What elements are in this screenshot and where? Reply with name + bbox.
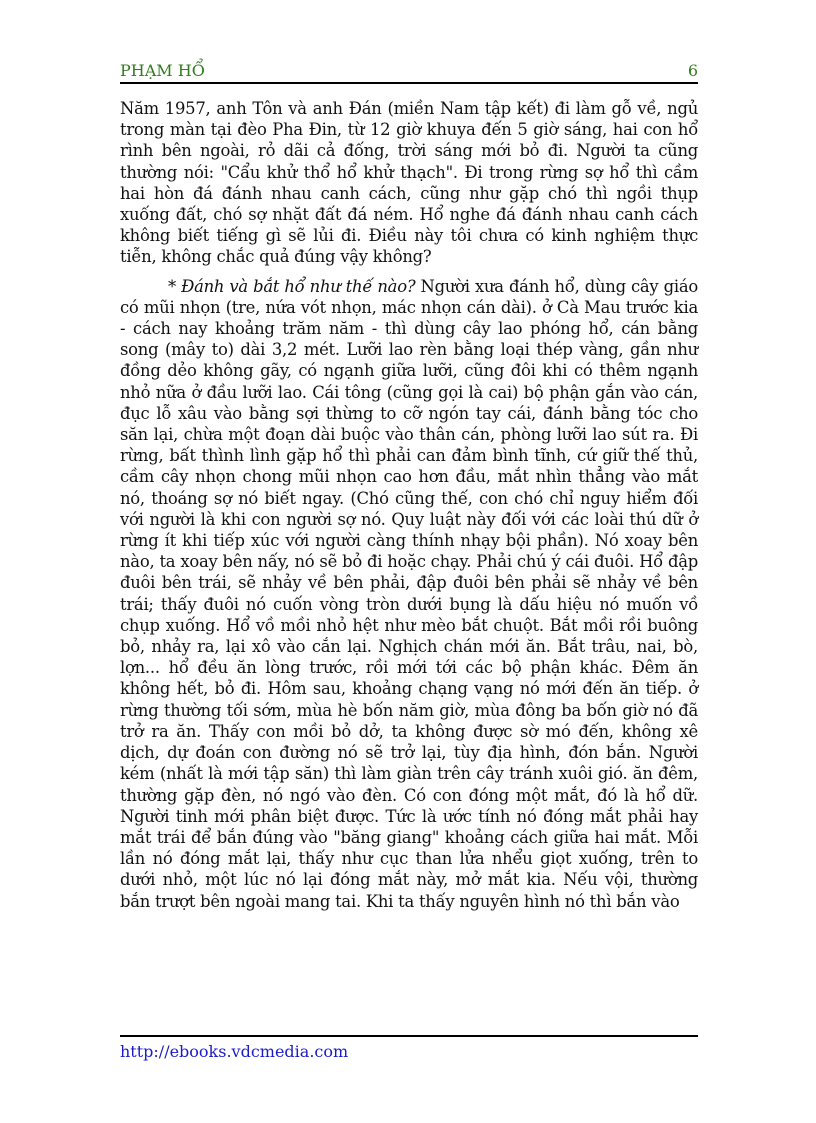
- footer-divider: [120, 1035, 698, 1037]
- paragraph-2: [120, 276, 698, 912]
- body-text: [120, 98, 698, 912]
- section-heading: * Đánh và bắt hổ như thế nào?: [168, 276, 416, 296]
- page-number: 6: [687, 61, 698, 80]
- footer-link[interactable]: http://ebooks.vdcmedia.com: [120, 1042, 349, 1061]
- paragraph-1: Năm 1957, anh Tôn và anh Đán (miền Nam tập kết) đi làm gỗ về, ngủ trong màn tại đèo Pha Đin, từ 12 giờ khuya đến 5 giờ sáng, hai con hổ rình bên ngoài, rỏ dãi cả đống, trời sáng mới bỏ đi. Người ta cũng thường nói: "Cẩu khử thổ hổ khử thạch". Đi trong rừng sợ hổ thì cầm hai hòn đá đánh nhau canh cách, cũng như gặp chó thì ngồi thụp xuống đất, chó sợ nhặt đất đá ném. Hổ nghe đá đánh nhau canh cách không biết tiếng gì sẽ lủi đi. Điều này tôi chưa có kinh nghiệm thực tiễn, không chắc quả đúng vậy không?: [120, 99, 698, 267]
- header-title: PHẠM HỔ: [120, 61, 205, 80]
- paragraph-2-text: Người xưa đánh hổ, dùng cây giáo có mũi nhọn (tre, nứa vót nhọn, mác nhọn cán dài). ở Cà Mau trước kia - cách nay khoảng trăm năm - thì dùng cây lao phóng hổ, cán bằng song (mây to) dài 3,2 mét. Lưỡi lao rèn bằng loại thép vàng, gần như đồng dẻo không gãy, có ngạnh giữa lưỡi, cũng đôi khi có thêm ngạnh nhỏ nữa ở đầu lưỡi lao. Cái tông (cũng gọi là cai) bộ phận gắn vào cán, đục lỗ xâu vào bằng sợi thừng to cỡ ngón tay cái, đánh bằng tóc cho săn lại, chừa một đoạn dài buộc vào thân cán, phòng lưỡi lao sút ra. Đi rừng, bất thình lình gặp hổ thì phải can đảm bình tĩnh, cứ giữ thế thủ, cầm cây nhọn chong mũi nhọn cao hơn đầu, mắt nhìn thẳng vào mắt nó, thoáng sợ nó biết ngay. (Chó cũng thế, con chó chỉ nguy hiểm đối với người là khi con người sợ nó. Quy luật này đối với các loài thú dữ ở rừng ít khi tiếp xúc với người càng thính nhạy bội phần). Nó xoay bên nào, ta xoay bên nấy, nó sẽ bỏ đi hoặc chạy. Phải chú ý cái đuôi. Hổ đập đuôi bên trái, sẽ nhảy về bên phải, đập đuôi bên phải sẽ nhảy về bên trái; thấy đuôi nó cuốn vòng tròn dưới bụng là dấu hiệu nó muốn vồ chụp xuống. Hổ vồ mồi nhỏ hệt như mèo bắt chuột. Bắt mồi rồi buông bỏ, nhảy ra, lại xô vào cắn lại. Nghịch chán mới ăn. Bắt trâu, nai, bò, lợn... hổ đều ăn lòng trước, rồi mới tới các bộ phận khác. Đêm ăn không hết, bỏ đi. Hôm sau, khoảng chạng vạng nó mới đến ăn tiếp. ở rừng thường tối sớm, mùa hè bốn năm giờ, mùa đông ba bốn giờ nó đã trở ra ăn. Thấy con mồi bỏ dở, ta không được sờ mó đến, không xê dịch, dự đoán con đường nó sẽ trở lại, tùy địa hình, đón bắn. Người kém (nhất là mới tập săn) thì làm giàn trên cây tránh xuôi gió. ăn đêm, thường gặp đèn, nó ngó vào đèn. Có con đóng một mắt, đó là hổ dữ. Người tinh mới phân biệt được. Tức là ước tính nó đóng mắt phải hay mắt trái để bắn đúng vào "băng giang" khoảng cách giữa hai mắt. Mỗi lần nó đóng mắt lại, thấy như cục than lửa nhểu giọt xuống, trên to dưới nhỏ, một lúc nó lại đóng mắt này, mở mắt kia. Nếu vội, thường bắn trượt bên ngoài mang tai. Khi ta thấy nguyên hình nó thì bắn vào: [120, 276, 698, 911]
- page-header: [120, 60, 698, 84]
